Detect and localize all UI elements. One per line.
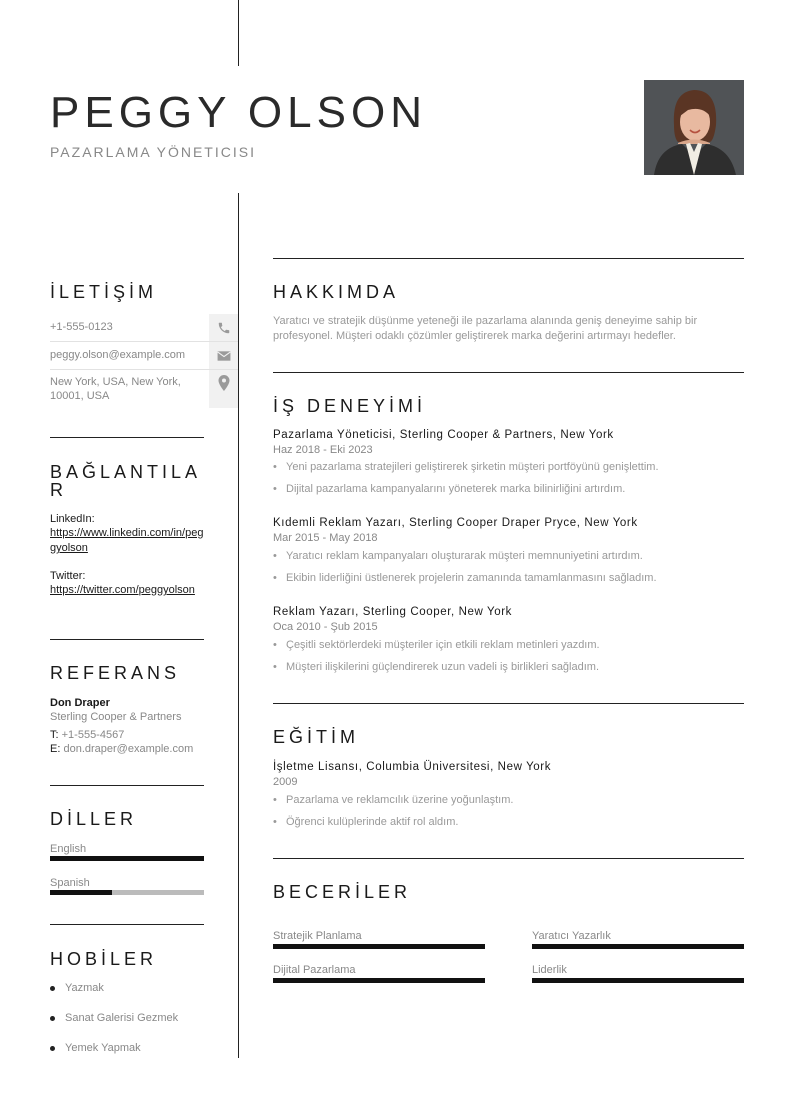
degree-year: 2009 bbox=[273, 776, 298, 788]
left-section-divider bbox=[50, 924, 204, 925]
job-title: Reklam Yazarı, Sterling Cooper, New York bbox=[273, 606, 512, 618]
language-level-fill bbox=[50, 856, 204, 861]
bullet-dot-icon bbox=[50, 1016, 55, 1021]
top-divider-line bbox=[238, 0, 239, 66]
skill-level-fill bbox=[273, 978, 485, 983]
about-heading: HAKKIMDA bbox=[273, 282, 400, 302]
candidate-title: PAZARLAMA YÖNETICISI bbox=[50, 144, 256, 160]
hobbies-heading: HOBİLER bbox=[50, 949, 158, 969]
right-section-divider bbox=[273, 858, 744, 859]
skill-level-bar bbox=[532, 944, 744, 949]
education-heading: EĞİTİM bbox=[273, 727, 359, 747]
reference-email-label: E: bbox=[50, 743, 61, 755]
degree-title: İşletme Lisansı, Columbia Üniversitesi, New York bbox=[273, 761, 552, 773]
reference-phone[interactable]: +1-555-4567 bbox=[61, 729, 125, 741]
contact-email-row bbox=[50, 342, 238, 370]
skill-level-fill bbox=[273, 944, 485, 949]
links-heading: BAĞLANTILAR bbox=[50, 462, 202, 500]
experience-heading: İŞ DENEYİMİ bbox=[273, 396, 427, 416]
language-level-fill bbox=[50, 890, 112, 895]
job-bullet-text: Yaratıcı reklam kampanyaları oluşturarak müşteri memnuniyetini artırdım. bbox=[286, 550, 643, 562]
reference-email[interactable]: don.draper@example.com bbox=[63, 743, 194, 755]
linkedin-label: LinkedIn: bbox=[50, 513, 95, 525]
job-bullet-text: Çeşitli sektörlerdeki müşteriler için etkili reklam metinleri yazdım. bbox=[286, 639, 600, 651]
language-name: English bbox=[50, 843, 87, 855]
reference-company: Sterling Cooper & Partners bbox=[50, 711, 182, 723]
right-section-divider bbox=[273, 703, 744, 704]
job-bullet-text: Yeni pazarlama stratejileri geliştirerek şirketin müşteri portföyünü genişlettim. bbox=[286, 461, 659, 473]
job-dates: Mar 2015 - May 2018 bbox=[273, 532, 378, 544]
bullet-dot-icon bbox=[50, 1046, 55, 1051]
skills-heading: BECERİLER bbox=[273, 882, 412, 902]
column-divider-line bbox=[238, 193, 239, 1058]
contact-address: New York, USA, New York, 10001, USA bbox=[50, 376, 181, 402]
reference-name: Don Draper bbox=[50, 697, 110, 709]
job-title: Kıdemli Reklam Yazarı, Sterling Cooper Draper Pryce, New York bbox=[273, 517, 638, 529]
education-bullet-text: Pazarlama ve reklamcılık üzerine yoğunlaştım. bbox=[286, 794, 514, 806]
left-section-divider bbox=[50, 639, 204, 640]
hobby-label: Yemek Yapmak bbox=[65, 1042, 141, 1054]
job-bullet-text: Dijital pazarlama kampanyalarını yöneterek marka bilinirliğini artırdım. bbox=[286, 483, 626, 495]
languages-heading: DİLLER bbox=[50, 809, 138, 829]
education-bullet-text: Öğrenci kulüplerinde aktif rol aldım. bbox=[286, 816, 459, 828]
contact-heading: İLETİŞİM bbox=[50, 282, 158, 302]
reference-email-line bbox=[50, 742, 204, 756]
skill-name: Dijital Pazarlama bbox=[273, 964, 356, 976]
right-section-divider bbox=[273, 258, 744, 259]
skill-level-bar bbox=[273, 978, 485, 983]
about-text: Yaratıcı ve stratejik düşünme yeteneği ile pazarlama alanında geniş deneyime sahip bir profesyonel. Müşteri odaklı çözümler geliştirerek marka değerini artırmayı hedefler. bbox=[273, 315, 698, 342]
twitter-label: Twitter: bbox=[50, 570, 86, 582]
location-pin-icon bbox=[209, 370, 238, 408]
reference-phone-label: T: bbox=[50, 729, 59, 741]
language-level-bar bbox=[50, 890, 204, 895]
contact-phone-row bbox=[50, 314, 238, 342]
twitter-link[interactable]: https://twitter.com/peggyolson bbox=[50, 584, 195, 596]
left-section-divider bbox=[50, 785, 204, 786]
hobby-label: Yazmak bbox=[65, 982, 104, 994]
profile-photo bbox=[644, 80, 744, 175]
skill-level-fill bbox=[532, 978, 744, 983]
skill-level-bar bbox=[532, 978, 744, 983]
job-dates: Haz 2018 - Eki 2023 bbox=[273, 444, 373, 456]
job-title: Pazarlama Yöneticisi, Sterling Cooper & Partners, New York bbox=[273, 429, 614, 441]
job-bullet-text: Müşteri ilişkilerini güçlendirerek uzun vadeli iş birlikleri sağladım. bbox=[286, 661, 600, 673]
job-bullet-text: Ekibin liderliğini üstlenerek projelerin zamanında tamamlanmasını sağladım. bbox=[286, 572, 657, 584]
skill-name: Liderlik bbox=[532, 964, 567, 976]
language-name: Spanish bbox=[50, 877, 90, 889]
references-heading: REFERANS bbox=[50, 663, 181, 683]
linkedin-link[interactable]: https://www.linkedin.com/in/peggyolson bbox=[50, 527, 204, 554]
candidate-name: PEGGY OLSON bbox=[50, 88, 427, 137]
skill-level-fill bbox=[532, 944, 744, 949]
contact-address-row bbox=[50, 370, 238, 408]
skill-name: Yaratıcı Yazarlık bbox=[532, 930, 611, 942]
contact-phone[interactable]: +1-555-0123 bbox=[50, 321, 113, 333]
skill-level-bar bbox=[273, 944, 485, 949]
contact-email[interactable]: peggy.olson@example.com bbox=[50, 349, 186, 361]
left-section-divider bbox=[50, 437, 204, 438]
reference-phone-line bbox=[50, 728, 204, 742]
bullet-dot-icon bbox=[50, 986, 55, 991]
skill-name: Stratejik Planlama bbox=[273, 930, 362, 942]
mail-icon bbox=[209, 342, 238, 369]
phone-icon bbox=[209, 314, 238, 341]
right-section-divider bbox=[273, 372, 744, 373]
hobby-label: Sanat Galerisi Gezmek bbox=[65, 1012, 179, 1024]
job-dates: Oca 2010 - Şub 2015 bbox=[273, 621, 378, 633]
language-level-bar bbox=[50, 856, 204, 861]
